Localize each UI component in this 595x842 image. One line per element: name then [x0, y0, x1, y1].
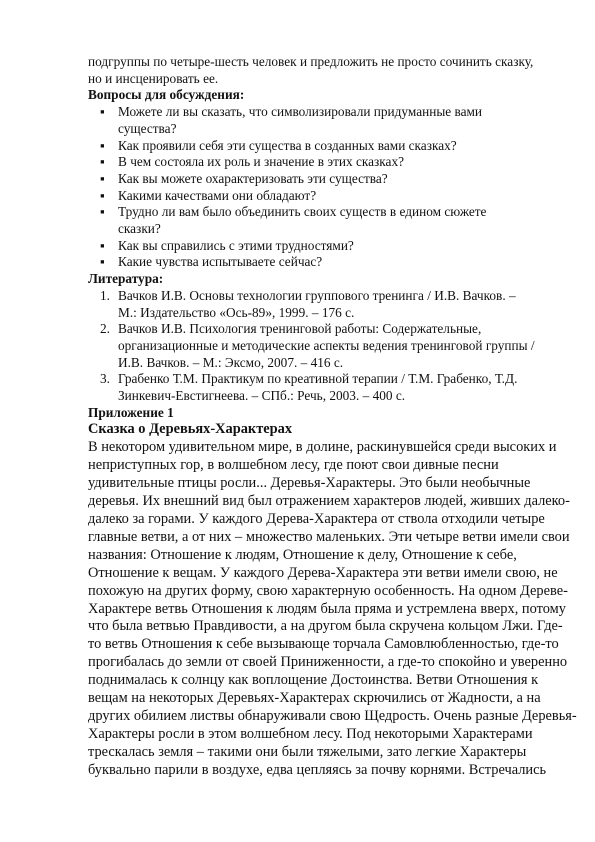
- reference-text: Вачков И.В. Психология тренинговой работы: Содержательные,: [118, 321, 482, 337]
- story-line: похожую на других форму, свою характерную особенность. На одном Дереве-: [88, 582, 568, 599]
- literature-list: [88, 288, 552, 405]
- question-text: Трудно ли вам было объединить своих существ в едином сюжете: [118, 204, 487, 220]
- story-title: Сказка о Деревьях-Характерах: [88, 421, 293, 438]
- story-line: трескалась земля – такими они были тяжелыми, зато легкие Характеры: [88, 743, 527, 760]
- document-page: [88, 54, 577, 780]
- story-line: поднималась к солнцу как воплощение Достоинства. Ветви Отношения к: [88, 672, 539, 689]
- questions-list: [88, 104, 552, 271]
- reference-number: 3.: [100, 371, 110, 387]
- bullet-icon: ▪: [100, 237, 105, 253]
- appendix-label: Приложение 1: [88, 404, 174, 420]
- list-item: [88, 171, 552, 188]
- intro-line: подгруппы по четыре-шесть человек и предложить не просто сочинить сказку,: [88, 54, 534, 69]
- question-text: Как проявили себя эти существа в созданных вами сказках?: [118, 137, 457, 153]
- question-text: Как вы справились с этими трудностями?: [118, 237, 354, 253]
- story-line: неприступных гор, в волшебном лесу, где поют свои дивные песни: [88, 457, 499, 474]
- story-paragraph: [88, 439, 577, 779]
- list-item: [88, 371, 552, 404]
- question-text: Как вы можете охарактеризовать эти существа?: [118, 170, 388, 186]
- story-line: Характеры росли в этом волшебном лесу. Под некоторыми Характерами: [88, 725, 533, 742]
- literature-heading: Литература:: [88, 271, 164, 287]
- story-line: других обилием листвы обнаруживали свою Щедрость. Очень разные Деревья-: [88, 707, 577, 724]
- reference-number: 2.: [100, 321, 110, 337]
- story-line: названия: Отношение к людям, Отношение к делу, Отношение к себе,: [88, 546, 517, 563]
- bullet-icon: ▪: [100, 254, 105, 270]
- reference-text: М.: Издательство «Ось-89», 1999. – 176 с.: [118, 304, 355, 320]
- question-text: существа?: [118, 120, 177, 136]
- bullet-icon: ▪: [100, 170, 105, 186]
- story-line: далеко за горами. У каждого Дерева-Характера от ствола отходили четыре: [88, 511, 545, 527]
- reference-text: организационные и методические аспекты ведения тренинговой группы /: [118, 337, 535, 353]
- story-line: вещам на некоторых Деревьях-Характерах скрючились от Жадности, а на: [88, 690, 541, 707]
- story-line: В некотором удивительном мире, в долине, раскинувшейся среди высоких и: [88, 439, 557, 456]
- story-line: что была ветвью Правдивости, а на другом была скручена кольцом Лжи. Где-: [88, 618, 563, 635]
- list-item: [88, 254, 552, 271]
- story-line: главные ветви, а от них – множество маленьких. Эти четыре ветви имели свои: [88, 528, 570, 545]
- list-item: [88, 188, 552, 205]
- list-item: [88, 238, 552, 255]
- question-text: сказки?: [118, 221, 161, 237]
- story-line: Характере ветвь Отношения к людям была пряма и устремлена вверх, потому: [88, 600, 566, 617]
- bullet-icon: ▪: [100, 137, 105, 153]
- bullet-icon: ▪: [100, 204, 105, 220]
- question-text: В чем состояла их роль и значение в этих сказках?: [118, 154, 405, 170]
- bullet-icon: ▪: [100, 187, 105, 203]
- reference-number: 1.: [100, 287, 110, 303]
- question-text: Какими качествами они обладают?: [118, 187, 317, 203]
- story-line: удивительные птицы росли... Деревья-Характеры. Это были необычные: [88, 475, 531, 492]
- reference-text: И.В. Вачков. – М.: Эксмо, 2007. – 416 с.: [118, 354, 344, 370]
- intro-line: но и инсценировать ее.: [88, 70, 219, 86]
- story-line: Отношение к вещам. У каждого Дерева-Характера эти ветви имели свою, не: [88, 564, 558, 581]
- list-item: [88, 321, 552, 371]
- list-item: [88, 104, 552, 137]
- list-item: [88, 204, 552, 237]
- bullet-icon: ▪: [100, 104, 105, 120]
- reference-text: Вачков И.В. Основы технологии группового тренинга / И.В. Вачков. –: [118, 287, 516, 303]
- questions-heading: Вопросы для обсуждения:: [88, 87, 245, 103]
- list-item: [88, 288, 552, 321]
- bullet-icon: ▪: [100, 154, 105, 170]
- question-text: Можете ли вы сказать, что символизировали придуманные вами: [118, 104, 483, 120]
- reference-text: Зинкевич-Евстигнеева. – СПб.: Речь, 2003. – 400 с.: [118, 388, 406, 404]
- reference-text: Грабенко Т.М. Практикум по креативной терапии / Т.М. Грабенко, Т.Д.: [118, 371, 518, 387]
- intro-paragraph: [88, 54, 552, 87]
- story-line: деревья. Их внешний вид был отражением характеров людей, живших далеко-: [88, 493, 570, 510]
- question-text: Какие чувства испытываете сейчас?: [118, 254, 323, 270]
- list-item: [88, 154, 552, 171]
- story-line: прогибалась до земли от своей Приниженности, а где-то спокойно и уверенно: [88, 654, 568, 671]
- list-item: [88, 138, 552, 155]
- story-line: буквально парили в воздухе, едва цепляясь за почву корнями. Встречались: [88, 761, 547, 778]
- story-line: то ветвь Отношения к себе вызывающе торчала Самовлюбленностью, где-то: [88, 636, 559, 653]
